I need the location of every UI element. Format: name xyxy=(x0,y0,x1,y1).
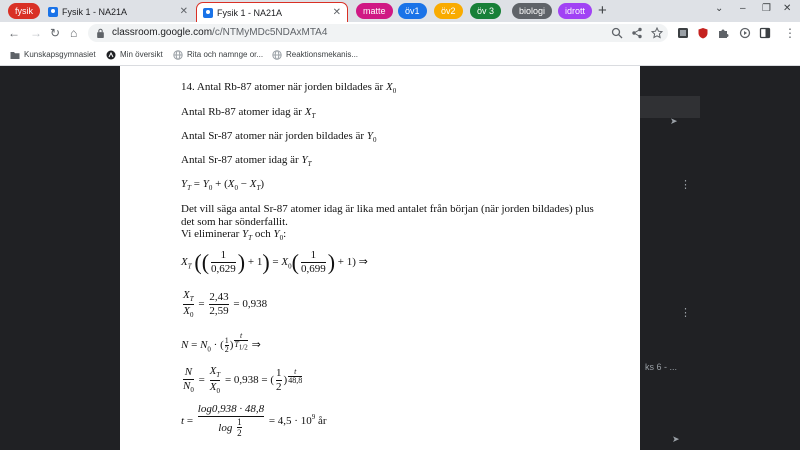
close-tab-icon[interactable]: ✕ xyxy=(332,7,341,18)
media-control-icon[interactable] xyxy=(739,27,751,39)
side-panel-icon[interactable] xyxy=(759,27,771,39)
forward-arrow-icon[interactable]: → xyxy=(30,26,42,40)
reload-icon[interactable]: ↻ xyxy=(50,26,61,40)
tab-title: Fysik 1 - NA21A xyxy=(217,8,283,18)
bookmark-kunskapsgymnasiet[interactable]: Kunskapsgymnasiet xyxy=(10,48,96,62)
send-icon: ➤ xyxy=(672,434,680,444)
text-line: det som har sönderfallit. xyxy=(181,216,288,228)
google-classroom-icon xyxy=(203,8,213,18)
lock-icon[interactable] xyxy=(96,28,105,38)
url-text[interactable]: classroom.google.com/c/NTMyMDc5NDAxMTA4 xyxy=(112,27,328,38)
send-icon: ➤ xyxy=(670,116,678,126)
equation-age-result: t = log0,938 · 48,8 log $\frac{1}{2}$ = $4,5 \cdot 10^9$ år xyxy=(181,403,327,438)
browser-toolbar xyxy=(0,22,800,44)
text-line: Det vill säga antal Sr-87 atomer idag är lika med antalet från början (när jorden bildades) plus xyxy=(181,203,594,215)
tab-search-icon[interactable]: ⌄ xyxy=(715,3,724,14)
min-oversikt-icon xyxy=(106,50,116,60)
tab-group-biologi[interactable]: biologi xyxy=(512,3,552,19)
text-line: Antal Sr-87 atomer idag är $Y_T$ xyxy=(181,154,312,169)
text-line: Vi eliminerar $Y_T$ och $Y_0$: xyxy=(181,228,287,243)
ublock-shield-icon[interactable] xyxy=(697,27,709,39)
equation-elimination: $X_T$ (( $\frac{1}{0,629}$ ) + $1) = X_0$( $\frac{1}{0,699}$ ) + 1) ⇒ xyxy=(181,249,368,275)
tab-fysik-1[interactable] xyxy=(42,2,194,22)
minimize-button[interactable]: – xyxy=(740,3,746,14)
tab-title: Fysik 1 - NA21A xyxy=(62,7,128,17)
tab-group-ov1[interactable]: öv1 xyxy=(398,3,427,19)
folder-icon xyxy=(10,50,20,60)
more-options-icon: ⋮ xyxy=(680,179,691,191)
address-bar[interactable] xyxy=(88,24,668,42)
bookmark-min-oversikt[interactable]: Min översikt xyxy=(106,48,163,62)
text-line: Antal Sr-87 atomer när jorden bildades är $Y_0$ xyxy=(181,130,377,145)
background-snippet: ks 6 - ... xyxy=(645,362,678,372)
new-tab-button[interactable]: + xyxy=(598,2,607,19)
zoom-icon[interactable] xyxy=(611,27,623,39)
maximize-button[interactable]: ❐ xyxy=(762,3,771,14)
close-window-button[interactable]: ✕ xyxy=(783,3,792,14)
equation-yt: $Y_T = Y_0 + (X_0 - X_T)$ xyxy=(181,178,265,193)
tab-group-ov3[interactable]: öv 3 xyxy=(470,3,501,19)
extension-square-icon[interactable] xyxy=(677,27,689,39)
tab-strip xyxy=(0,0,800,22)
equation-decay-ratio: $\frac{N}{N_0}$ = $\frac{X_T}{X_0}$ = 0,938 = ( $\frac{1}{2}$ ) $^{\frac{t}{48,8}}$ xyxy=(183,365,303,395)
equation-decay-law: $N = N_0$ · ( $\frac{1}{2}$ ) $^{\frac{t}{T_{1/2}}}$ ⇒ xyxy=(181,331,261,355)
google-classroom-icon xyxy=(48,7,58,17)
bookmarks-bar xyxy=(0,44,800,66)
question-line: 14. Antal Rb-87 atomer när jorden bildades är $X_0$ xyxy=(181,81,397,96)
bookmark-star-icon[interactable] xyxy=(651,27,663,39)
bookmark-rita-och-namnge[interactable]: Rita och namnge or... xyxy=(173,48,263,62)
globe-icon xyxy=(272,50,282,60)
extensions-puzzle-icon[interactable] xyxy=(717,27,729,39)
home-icon[interactable]: ⌂ xyxy=(70,26,78,40)
equation-ratio: $\frac{X_T}{X_0}$ = $\frac{2,43}{2,59}$ = 0,938 xyxy=(183,289,268,319)
text-line: Antal Rb-87 atomer idag är $X_T$ xyxy=(181,106,316,121)
document-preview xyxy=(120,66,640,450)
bookmark-reaktionsmekanis[interactable]: Reaktionsmekanis... xyxy=(272,48,358,62)
tab-group-matte[interactable]: matte xyxy=(356,3,393,19)
globe-icon xyxy=(173,50,183,60)
tab-group-idrott[interactable]: idrott xyxy=(558,3,592,19)
close-tab-icon[interactable]: ✕ xyxy=(179,6,188,17)
tab-group-fysik[interactable]: fysik xyxy=(8,3,40,19)
menu-kebab-icon[interactable]: ⋮ xyxy=(784,26,796,40)
tab-group-ov2[interactable]: öv2 xyxy=(434,3,463,19)
tab-fysik-1-active[interactable] xyxy=(196,2,348,22)
share-icon[interactable] xyxy=(631,27,643,39)
more-options-icon: ⋮ xyxy=(680,307,691,319)
back-arrow-icon[interactable]: ← xyxy=(8,26,20,40)
